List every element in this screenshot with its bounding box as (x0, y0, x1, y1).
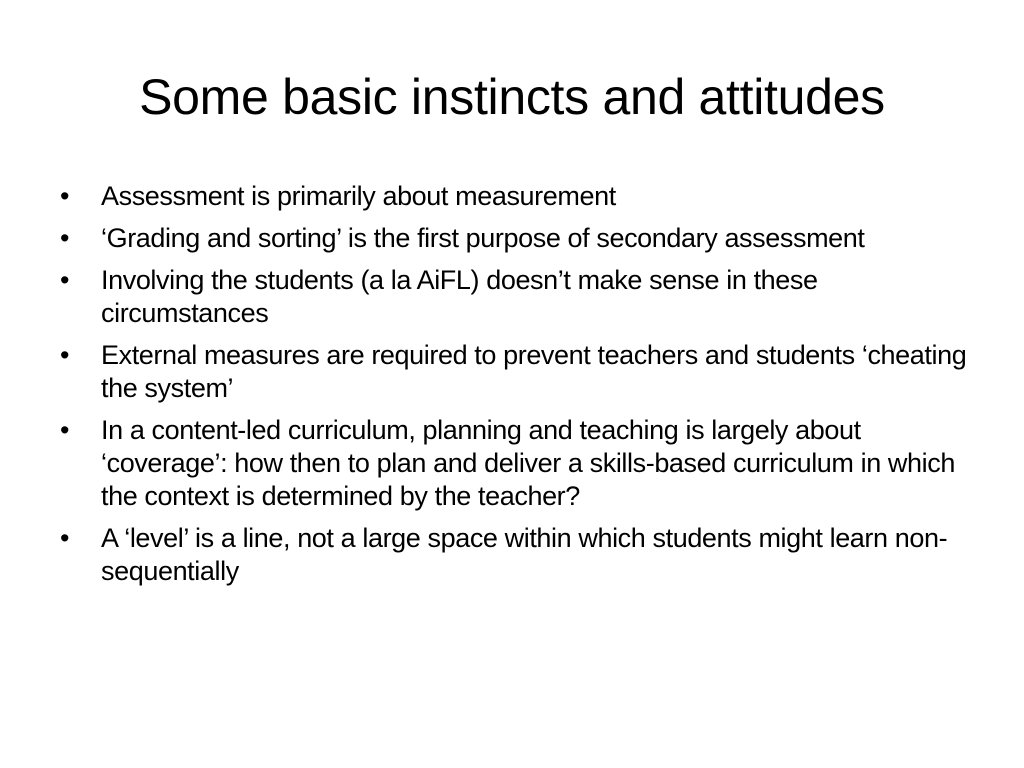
bullet-text: ‘Grading and sorting’ is the first purpose of secondary assessment (101, 223, 865, 253)
bullet-text: External measures are required to prevent teachers and students ‘cheating the system’ (101, 340, 967, 403)
bullet-point-icon: • (60, 415, 70, 445)
bullet-point-icon: • (60, 523, 70, 553)
bullet-item (60, 180, 980, 213)
bullet-item (60, 222, 980, 255)
bullet-item (60, 414, 980, 513)
bullet-text: A ‘level’ is a line, not a large space within which students might learn non-sequentially (101, 523, 948, 586)
bullet-item (60, 522, 980, 588)
bullet-point-icon: • (60, 223, 70, 253)
bullet-text: Assessment is primarily about measurement (101, 181, 616, 211)
bullet-text: Involving the students (a la AiFL) doesn’t make sense in these circumstances (101, 265, 818, 328)
bullet-point-icon: • (60, 265, 70, 295)
slide-title: Some basic instincts and attitudes (139, 69, 885, 125)
bullet-list (60, 180, 980, 597)
bullet-point-icon: • (60, 340, 70, 370)
bullet-item (60, 264, 980, 330)
bullet-text: In a content-led curriculum, planning and teaching is largely about ‘coverage’: how then to plan and deliver a skills-based curriculum in which the context is determined by the teacher? (101, 415, 955, 511)
bullet-point-icon: • (60, 181, 70, 211)
bullet-item (60, 339, 980, 405)
